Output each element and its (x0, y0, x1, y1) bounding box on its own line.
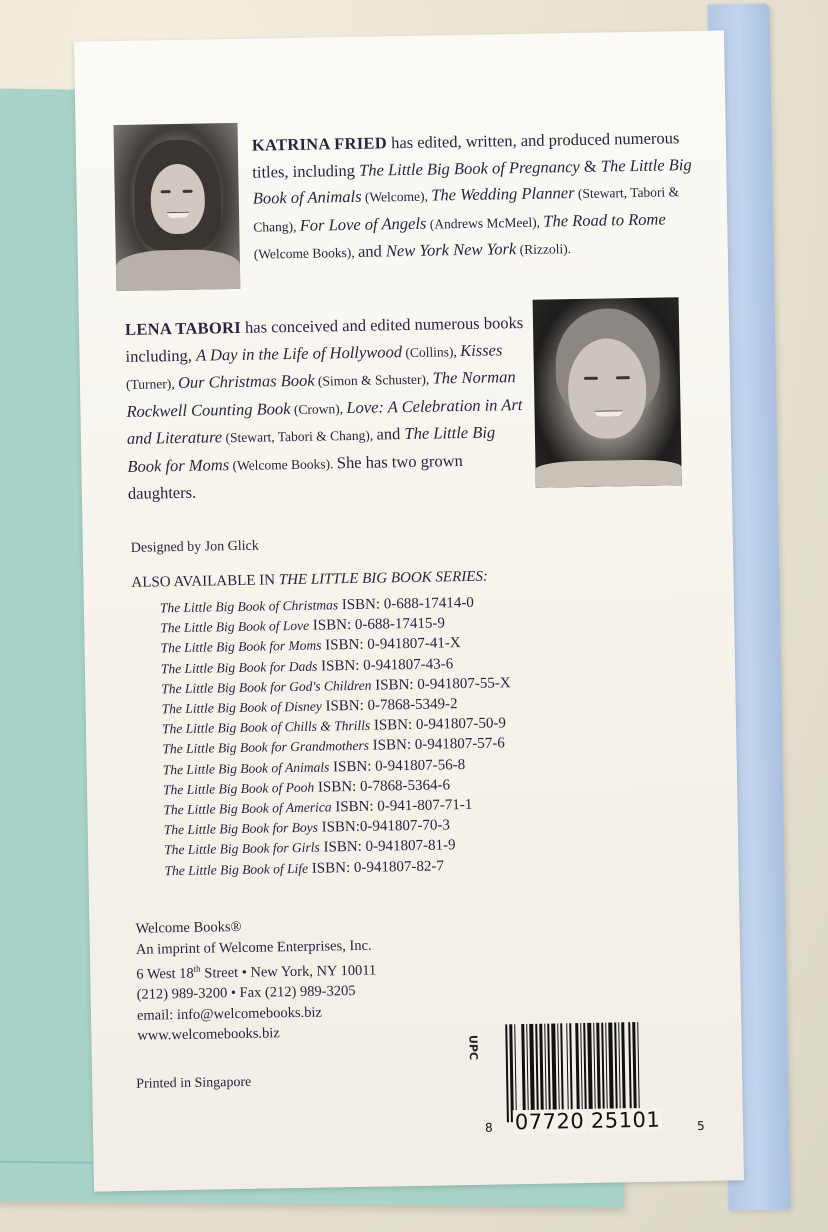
bio-text: She has two grown daughters. (127, 450, 463, 503)
series-book-title: The Little Big Book for Boys (163, 819, 319, 838)
series-book-isbn: ISBN: 0-941807-82-7 (307, 858, 445, 877)
series-book-title: The Little Big Book for Grandmothers (162, 738, 370, 757)
eye-shape (584, 377, 598, 380)
author-name: LENA TABORI (124, 317, 242, 339)
book-title: The Little Big Book of Animals (252, 154, 692, 208)
smile-shape (167, 212, 189, 218)
series-book-isbn: ISBN: 0-7868-5364-6 (314, 777, 451, 796)
face-shape (567, 338, 647, 439)
series-book-title: The Little Big Book for God's Children (161, 677, 372, 697)
series-book-title: The Little Big Book for Girls (164, 840, 320, 858)
printed-in: Printed in Singapore (136, 1074, 252, 1092)
back-cover-page (74, 30, 744, 1191)
bio-lena-tabori (125, 310, 528, 507)
bio-text: has edited, written, and produced numerous titles, including (252, 128, 680, 182)
series-book-title: The Little Big Book of Life (164, 860, 309, 878)
publisher-email: email: info@welcomebooks.biz (136, 1004, 323, 1024)
publisher-name: (Andrews McMeel), (426, 214, 544, 232)
bio-text: and (357, 241, 387, 261)
book-title: The Norman Rockwell Counting Book (126, 367, 516, 421)
author-name: KATRINA FRIED (251, 133, 388, 155)
series-book-title: The Little Big Book of Christmas (159, 597, 339, 616)
face-shape (150, 164, 205, 235)
katrina-fried-photo (113, 123, 240, 291)
series-book-isbn: ISBN: 0-688-17414-0 (337, 594, 474, 614)
book-title: For Love of Angels (299, 213, 427, 235)
series-book-title: The Little Big Book of Animals (162, 759, 330, 777)
series-heading-title: THE LITTLE BIG BOOK SERIES: (278, 568, 489, 589)
series-book-title: The Little Big Book of Pooh (162, 779, 315, 798)
publisher-name: (Rizzoli). (516, 241, 572, 258)
barcode-digit-first: 8 (484, 1120, 493, 1135)
book-title: New York New York (385, 239, 517, 261)
book-title: Love: A Celebration in Art and Literature (126, 394, 523, 448)
bio-katrina-fried (252, 125, 704, 268)
book-title: The Road to Rome (543, 208, 666, 231)
shirt-shape (116, 249, 241, 291)
book-title: The Wedding Planner (431, 183, 575, 205)
publisher-name: (Crown), (290, 400, 347, 417)
upc-label: UPC (466, 1034, 480, 1061)
series-book-title: The Little Big Book of America (163, 799, 332, 818)
publisher-name: (Collins), (401, 343, 461, 360)
series-book-title: The Little Big Book of Chills & Thrills (161, 717, 371, 737)
series-heading-prefix: ALSO AVAILABLE IN (131, 572, 279, 591)
book-title: A Day in the Life of Hollywood (195, 341, 403, 365)
publisher-name: (Welcome), (361, 188, 432, 205)
series-book-title: The Little Big Book of Disney (161, 698, 322, 717)
series-book-isbn: ISBN: 0-941807-55-X (371, 675, 511, 694)
publisher-website: www.welcomebooks.biz (137, 1025, 280, 1045)
publisher-name: (Simon & Schuster), (314, 371, 433, 389)
series-book-isbn: ISBN: 0-941807-56-8 (329, 756, 466, 776)
series-book-title: The Little Big Book for Dads (160, 658, 318, 676)
publisher-phone: (212) 989-3200 • Fax (212) 989-3205 (136, 983, 356, 1004)
series-book-isbn: ISBN: 0-941807-50-9 (370, 715, 507, 734)
designer-credit: Designed by Jon Glick (130, 538, 259, 556)
barcode-digits-left: 07720 (514, 1109, 585, 1135)
eye-shape (616, 376, 630, 379)
series-book-isbn: ISBN: 0-941807-57-6 (368, 735, 505, 755)
series-book-isbn: ISBN: 0-941807-81-9 (319, 837, 456, 857)
eye-shape (183, 190, 193, 193)
series-book-isbn: ISBN:0-941807-70-3 (317, 817, 451, 836)
barcode-digits-right: 25101 (590, 1107, 661, 1133)
book-title: The Little Big Book for Moms (127, 422, 496, 476)
barcode-bars (505, 1021, 687, 1116)
eye-shape (161, 190, 171, 193)
series-book-isbn: ISBN: 0-7868-5349-2 (321, 696, 458, 715)
bio-text: and (376, 424, 405, 444)
lena-tabori-photo (533, 297, 682, 488)
book-title: Kisses (459, 339, 503, 360)
series-book-isbn: ISBN: 0-941-807-71-1 (331, 796, 473, 816)
series-book-title: The Little Big Book for Moms (160, 637, 322, 656)
publisher-imprint: An imprint of Welcome Enterprises, Inc. (135, 937, 372, 958)
publisher-name: (Turner), (125, 375, 179, 392)
publisher-name: (Stewart, Tabori & Chang), (222, 427, 377, 446)
publisher-name: Welcome Books® (135, 918, 242, 937)
series-heading (131, 569, 488, 592)
upc-barcode (466, 1021, 707, 1145)
series-book-isbn: ISBN: 0-688-17415-9 (308, 615, 446, 634)
publisher-name: (Welcome Books). (229, 455, 337, 473)
series-book-isbn: ISBN: 0-941807-43-6 (317, 655, 454, 675)
series-book-list (160, 592, 514, 881)
address-number: 6 West 18 (136, 965, 194, 983)
publisher-name: (Welcome Books), (253, 244, 359, 262)
smile-shape (595, 410, 623, 416)
barcode-digit-last: 5 (696, 1118, 705, 1134)
publisher-info (135, 915, 377, 1047)
bio-text: has conceived and edited numerous books including, (125, 312, 524, 366)
address-rest: Street • New York, NY 10011 (200, 962, 377, 982)
address-ordinal: th (193, 963, 201, 974)
bio-text: & (579, 156, 602, 176)
book-title: Our Christmas Book (177, 370, 315, 392)
book-title: The Little Big Book of Pregnancy (358, 156, 580, 180)
shirt-shape (535, 459, 681, 488)
series-book-isbn: ISBN: 0-941807-41-X (321, 635, 461, 654)
publisher-name: (Stewart, Tabori & Chang), (253, 184, 680, 235)
series-book-title: The Little Big Book of Love (160, 617, 310, 636)
